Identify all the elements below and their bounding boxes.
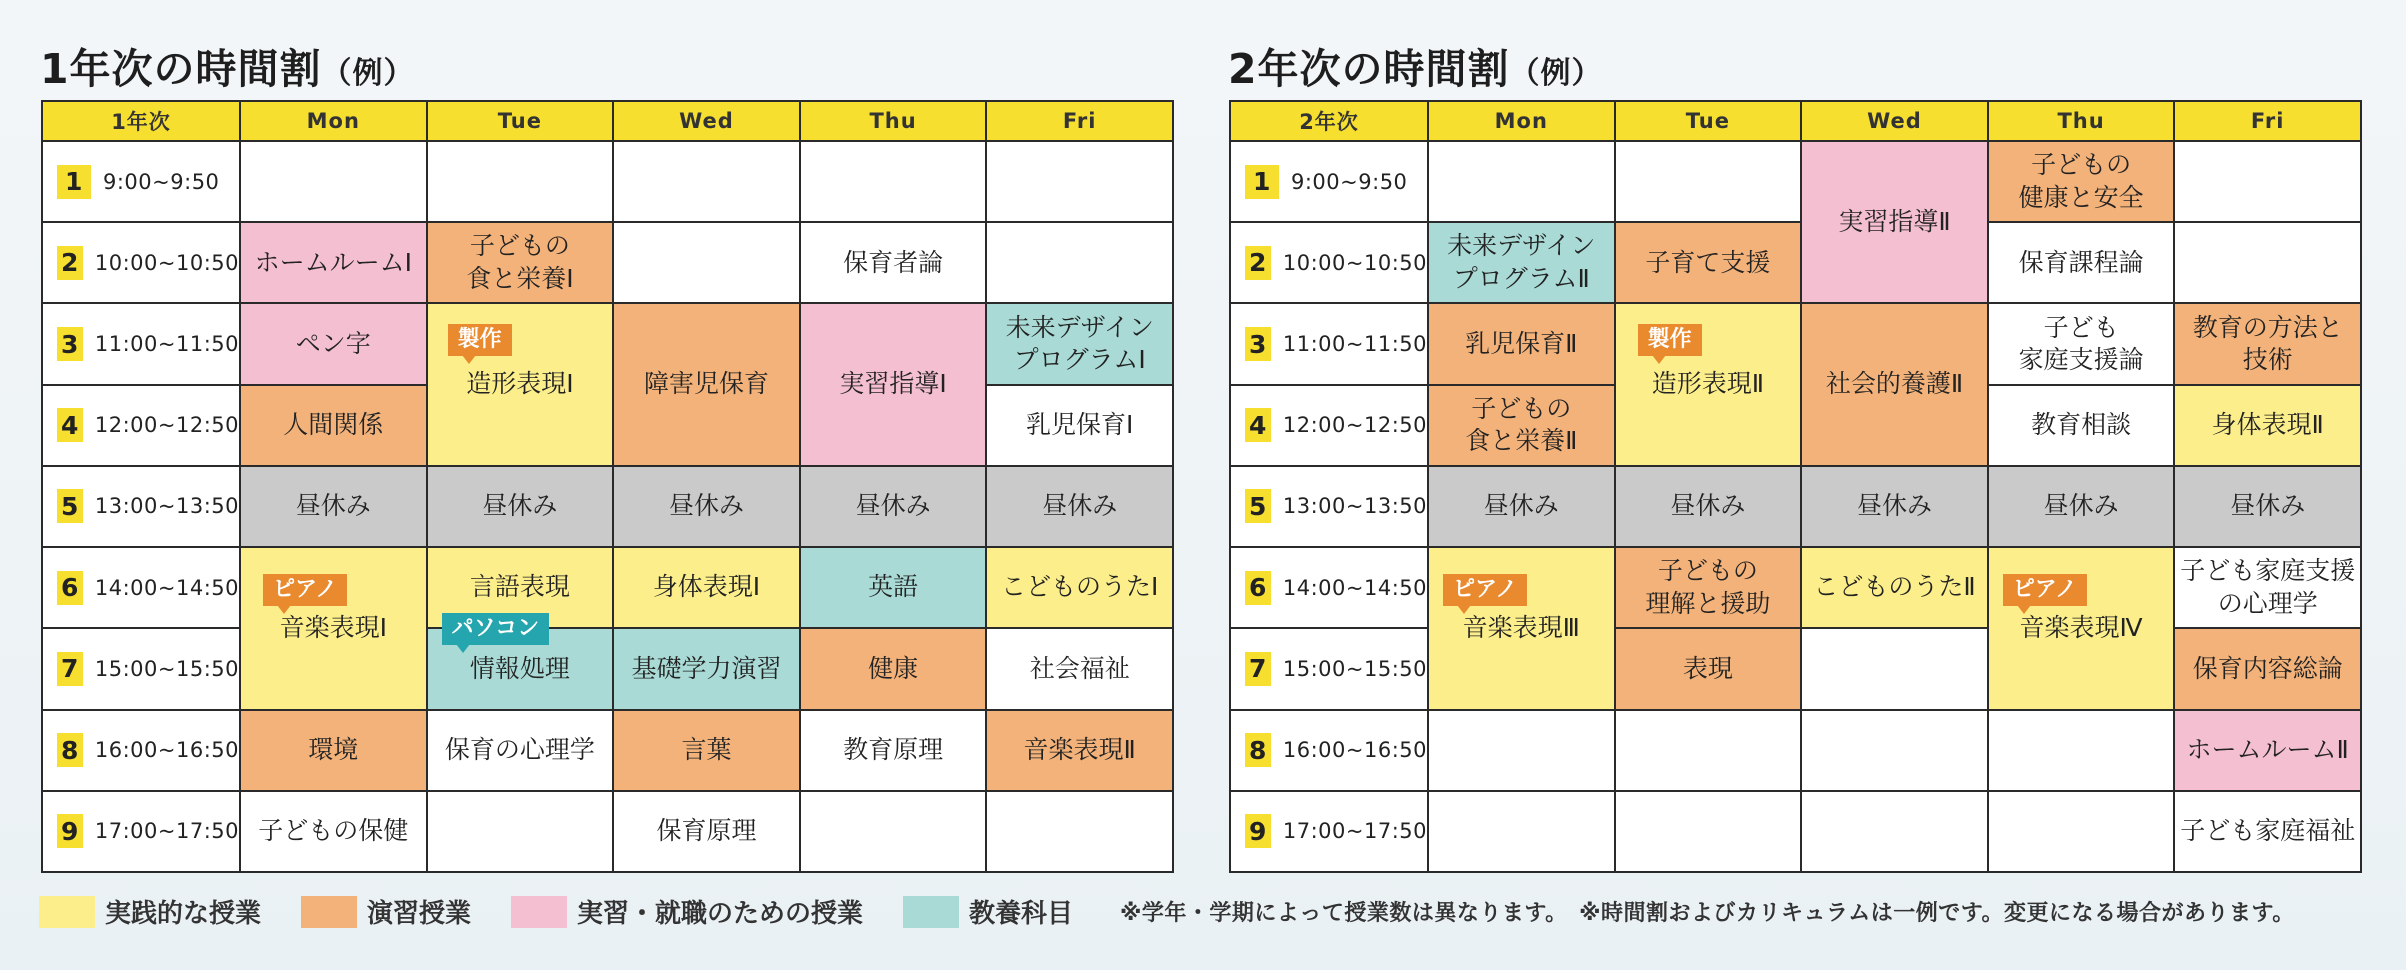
craft-tag: 製作 (1638, 324, 1702, 356)
period-time: 16:00~16:50 (94, 738, 239, 763)
class-cell-empty (1429, 711, 1614, 790)
class-cell-empty (987, 792, 1172, 871)
day-header-wed: Wed (1802, 102, 1987, 140)
period-number: 2 (57, 246, 83, 280)
period-number: 7 (1245, 652, 1271, 686)
period-cell (1231, 548, 1427, 627)
class-cell (987, 304, 1172, 383)
class-cell: 保育課程論 (1989, 223, 2174, 302)
class-cell-empty (1429, 142, 1614, 221)
year1-timetable (41, 100, 1174, 873)
class-cell-empty (1802, 629, 1987, 708)
period-number: 4 (1245, 408, 1271, 442)
class-cell (1989, 304, 2174, 383)
class-cell: 乳児保育Ⅱ (1429, 304, 1614, 383)
period-cell (43, 304, 239, 383)
class-cell (2175, 548, 2360, 627)
class-cell: 保育の心理学 (428, 711, 613, 790)
period-time: 17:00~17:50 (94, 819, 239, 844)
class-cell (1429, 223, 1614, 302)
class-cell (1989, 142, 2174, 221)
year2-timetable (1229, 100, 2362, 873)
lunch-break-cell: 昼休み (987, 467, 1172, 546)
day-header-thu: Thu (1989, 102, 2174, 140)
year1-title-text: 1年次の時間割 (40, 45, 322, 93)
year1-title-example: （例） (321, 56, 415, 91)
class-cell (428, 616, 613, 708)
class-cell-empty (1802, 711, 1987, 790)
class-name-line1: 子ども (2043, 312, 2119, 342)
period-time: 16:00~16:50 (1282, 738, 1427, 763)
class-cell-empty (1616, 142, 1801, 221)
period-time: 10:00~10:50 (1282, 250, 1427, 275)
period-time: 14:00~14:50 (94, 575, 239, 600)
lunch-break-cell: 昼休み (241, 467, 426, 546)
class-cell-empty (1802, 792, 1987, 871)
class-name-line2: プログラムⅠ (1013, 345, 1146, 375)
day-header-thu: Thu (801, 102, 986, 140)
class-cell: 教育原理 (801, 711, 986, 790)
class-cell: 保育内容総論 (2175, 629, 2360, 708)
legend-item-exercise (301, 893, 471, 930)
class-cell: 実習指導Ⅰ (801, 304, 986, 464)
period-cell (43, 467, 239, 546)
year2-title-text: 2年次の時間割 (1228, 45, 1510, 93)
day-header-tue: Tue (428, 102, 613, 140)
footnote: ※学年・学期によって授業数は異なります。 ※時間割およびカリキュラムは一例です。変更になる場合があります。 (1120, 901, 2295, 926)
class-cell (428, 304, 613, 464)
class-name-line2: 食と栄養Ⅰ (466, 263, 574, 293)
class-cell: 環境 (241, 711, 426, 790)
lunch-break-cell: 昼休み (801, 467, 986, 546)
class-cell-empty (987, 223, 1172, 302)
class-name-line1: 子どもの (469, 231, 570, 261)
period-cell (43, 548, 239, 627)
day-header-fri: Fri (2175, 102, 2360, 140)
legend-item-practical (39, 893, 261, 930)
class-cell (1429, 548, 1614, 708)
class-name-line1: 未来デザイン (1005, 312, 1154, 342)
class-cell: 身体表現Ⅰ (614, 548, 799, 627)
class-cell (1616, 304, 1801, 464)
legend-label: 演習授業 (367, 899, 472, 929)
class-cell: 基礎学力演習 (614, 629, 799, 708)
period-time: 9:00~9:50 (1291, 169, 1408, 194)
class-cell-empty (1429, 792, 1614, 871)
period-cell (1231, 467, 1427, 546)
class-cell: こどものうたⅠ (987, 548, 1172, 627)
class-cell: 子ども家庭福祉 (2175, 792, 2360, 871)
color-legend (39, 893, 1113, 930)
class-cell: 障害児保育 (614, 304, 799, 464)
period-cell (43, 223, 239, 302)
piano-tag: ピアノ (1443, 574, 1527, 606)
class-cell: 保育原理 (614, 792, 799, 871)
period-number: 5 (57, 489, 83, 523)
class-cell-empty (1616, 711, 1801, 790)
class-cell: ペン字 (241, 304, 426, 383)
class-cell: 英語 (801, 548, 986, 627)
class-cell: 言語表現 (428, 548, 613, 627)
class-cell: 音楽表現Ⅱ (987, 711, 1172, 790)
class-cell-empty (801, 142, 986, 221)
period-number: 1 (1245, 165, 1279, 199)
class-cell (241, 548, 426, 708)
period-time: 12:00~12:50 (94, 413, 239, 438)
class-cell-empty (614, 223, 799, 302)
class-cell: 表現 (1616, 629, 1801, 708)
class-name: 造形表現Ⅰ (466, 369, 574, 399)
period-number: 3 (1245, 327, 1271, 361)
period-cell (43, 792, 239, 871)
class-name: 造形表現Ⅱ (1651, 369, 1765, 399)
computer-tag: パソコン (442, 613, 550, 645)
day-header-tue: Tue (1616, 102, 1801, 140)
period-cell (1231, 386, 1427, 465)
period-time: 14:00~14:50 (1282, 575, 1427, 600)
class-name-line2: 理解と援助 (1645, 588, 1771, 618)
day-header-wed: Wed (614, 102, 799, 140)
year2-title (1228, 36, 1603, 95)
class-cell: 乳児保育Ⅰ (987, 386, 1172, 465)
class-cell-empty (1989, 711, 2174, 790)
legend-swatch-yellow (39, 896, 95, 928)
class-name-line1: 子どもの (1657, 556, 1758, 586)
lunch-break-cell: 昼休み (1802, 467, 1987, 546)
period-cell (1231, 223, 1427, 302)
lunch-break-cell: 昼休み (1429, 467, 1614, 546)
period-number: 9 (57, 814, 83, 848)
period-number: 3 (57, 327, 83, 361)
class-cell-empty (801, 792, 986, 871)
class-cell (1989, 548, 2174, 708)
period-cell (43, 711, 239, 790)
year2-title-example: （例） (1509, 56, 1603, 91)
period-number: 2 (1245, 246, 1271, 280)
legend-label: 教養科目 (969, 899, 1074, 929)
class-name-line1: 子ども家庭支援 (2180, 556, 2356, 586)
period-time: 11:00~11:50 (1282, 332, 1427, 357)
class-cell (428, 223, 613, 302)
class-name-line2: の心理学 (2217, 588, 2318, 618)
period-time: 13:00~13:50 (1282, 494, 1427, 519)
class-name-line2: 健康と安全 (2018, 182, 2144, 212)
period-cell (43, 386, 239, 465)
class-cell: 社会福祉 (987, 629, 1172, 708)
period-time: 15:00~15:50 (1282, 656, 1427, 681)
class-name: 情報処理 (469, 653, 570, 683)
class-name-line2: プログラムⅡ (1452, 263, 1590, 293)
lunch-break-cell: 昼休み (614, 467, 799, 546)
class-name-line1: 子どもの (2031, 150, 2132, 180)
day-header-fri: Fri (987, 102, 1172, 140)
class-cell: 言葉 (614, 711, 799, 790)
legend-swatch-pink (511, 896, 567, 928)
class-cell-empty (614, 142, 799, 221)
class-cell-empty (2175, 223, 2360, 302)
class-name-line2: 技術 (2242, 345, 2293, 375)
class-name-line2: 食と栄養Ⅱ (1465, 426, 1578, 456)
year-header: 2年次 (1231, 102, 1427, 140)
class-cell-empty (241, 142, 426, 221)
class-cell-empty (1989, 792, 2174, 871)
class-cell: こどものうたⅡ (1802, 548, 1987, 627)
period-cell (1231, 142, 1427, 221)
lunch-break-cell: 昼休み (1989, 467, 2174, 546)
legend-item-internship (511, 893, 863, 930)
legend-item-liberal-arts (903, 893, 1073, 930)
piano-tag: ピアノ (263, 574, 347, 606)
class-cell: 教育相談 (1989, 386, 2174, 465)
piano-tag: ピアノ (2003, 574, 2087, 606)
class-cell: ホームルームⅠ (241, 223, 426, 302)
class-cell (1429, 386, 1614, 465)
period-cell (1231, 711, 1427, 790)
legend-label: 実習・就職のための授業 (577, 899, 864, 929)
lunch-break-cell: 昼休み (428, 467, 613, 546)
day-header-mon: Mon (1429, 102, 1614, 140)
period-time: 17:00~17:50 (1282, 819, 1427, 844)
period-number: 5 (1245, 489, 1271, 523)
class-name: 音楽表現Ⅲ (1462, 613, 1580, 643)
class-name-line1: 教育の方法と (2192, 312, 2343, 342)
period-number: 4 (57, 408, 83, 442)
class-cell-empty (428, 792, 613, 871)
period-number: 1 (57, 165, 91, 199)
class-name-line1: 子どもの (1471, 393, 1572, 423)
legend-swatch-orange (301, 896, 357, 928)
period-time: 10:00~10:50 (94, 250, 239, 275)
class-cell-empty (428, 142, 613, 221)
period-time: 13:00~13:50 (94, 494, 239, 519)
class-cell: 保育者論 (801, 223, 986, 302)
period-number: 7 (57, 652, 83, 686)
class-cell-empty (987, 142, 1172, 221)
class-cell: 社会的養護Ⅱ (1802, 304, 1987, 464)
period-number: 9 (1245, 814, 1271, 848)
lunch-break-cell: 昼休み (1616, 467, 1801, 546)
period-cell (43, 629, 239, 708)
class-cell-empty (1616, 792, 1801, 871)
period-time: 11:00~11:50 (94, 332, 239, 357)
period-number: 8 (1245, 733, 1271, 767)
legend-swatch-teal (903, 896, 959, 928)
day-header-mon: Mon (241, 102, 426, 140)
class-name-line2: 家庭支援論 (2018, 345, 2144, 375)
class-cell: 健康 (801, 629, 986, 708)
period-number: 6 (1245, 571, 1271, 605)
class-name-line1: 未来デザイン (1447, 231, 1596, 261)
class-name: 音楽表現Ⅰ (279, 613, 387, 643)
year-header: 1年次 (43, 102, 239, 140)
period-number: 6 (57, 571, 83, 605)
period-time: 15:00~15:50 (94, 656, 239, 681)
lunch-break-cell: 昼休み (2175, 467, 2360, 546)
period-cell (1231, 304, 1427, 383)
period-number: 8 (57, 733, 83, 767)
class-cell: 人間関係 (241, 386, 426, 465)
class-cell (2175, 304, 2360, 383)
class-cell (1616, 548, 1801, 627)
period-cell (43, 142, 239, 221)
class-cell-empty (2175, 142, 2360, 221)
class-cell: 身体表現Ⅱ (2175, 386, 2360, 465)
class-name: 音楽表現Ⅳ (2019, 613, 2143, 643)
class-cell: ホームルームⅡ (2175, 711, 2360, 790)
class-cell: 子どもの保健 (241, 792, 426, 871)
class-cell: 実習指導Ⅱ (1802, 142, 1987, 302)
period-time: 12:00~12:50 (1282, 413, 1427, 438)
class-cell: 子育て支援 (1616, 223, 1801, 302)
craft-tag: 製作 (448, 324, 512, 356)
year1-title (40, 36, 415, 95)
legend-label: 実践的な授業 (105, 899, 262, 929)
period-cell (1231, 629, 1427, 708)
period-cell (1231, 792, 1427, 871)
period-time: 9:00~9:50 (103, 169, 220, 194)
